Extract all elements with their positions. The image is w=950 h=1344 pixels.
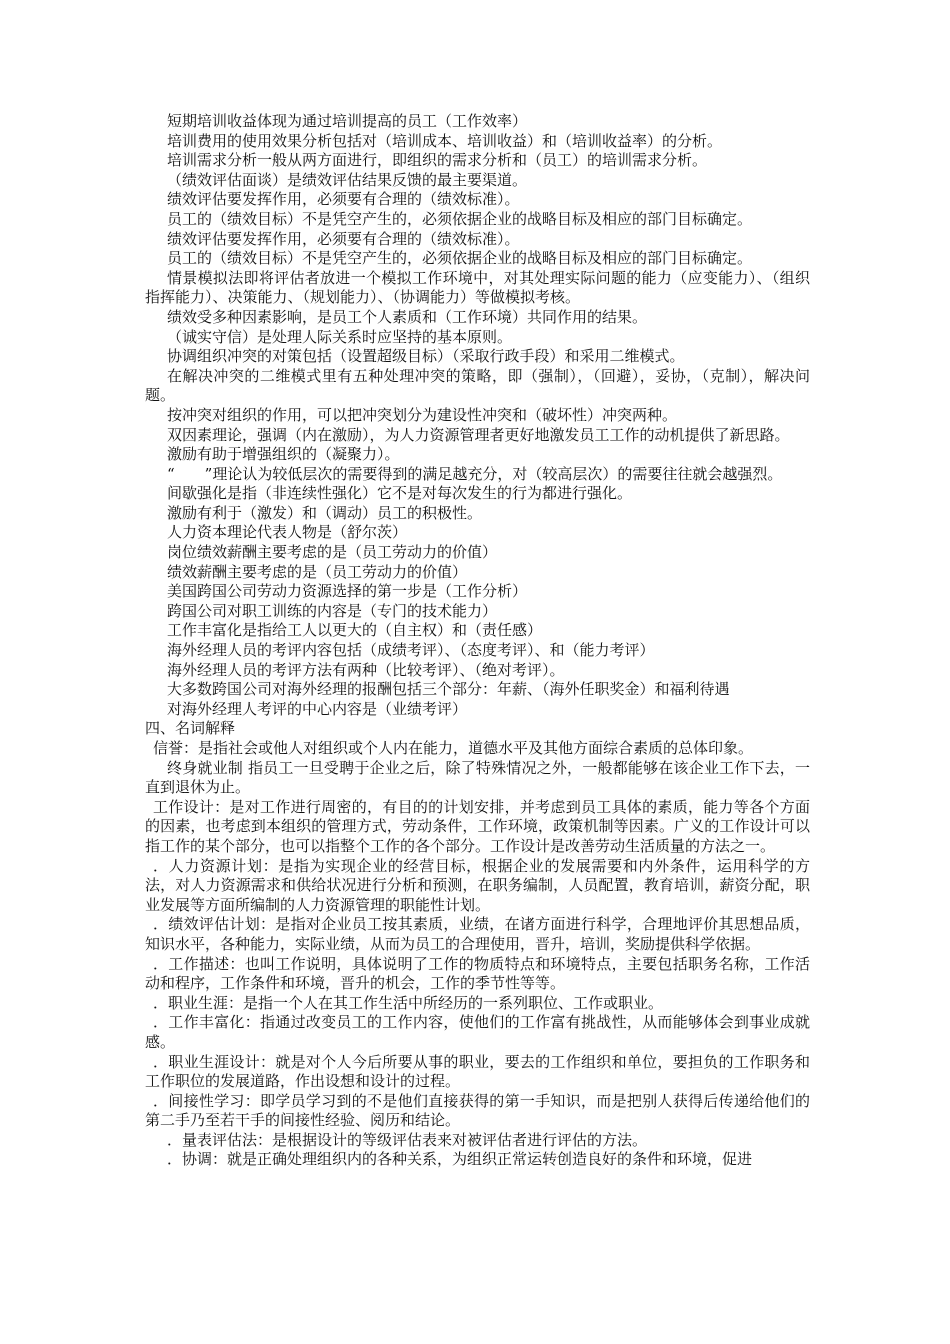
paragraph: 短期培训收益体现为通过培训提高的员工（工作效率） bbox=[167, 112, 528, 130]
paragraph: 在解决冲突的二维模式里有五种处理冲突的策略，即（强制），（回避），妥协，（克制），解决问题。 bbox=[145, 366, 810, 405]
paragraph: （绩效评估面谈）是绩效评估结果反馈的最主要渠道。 bbox=[167, 170, 528, 189]
paragraph: 培训需求分析一般从两方面进行，即组织的需求分析和（员工）的培训需求分析。 bbox=[167, 151, 708, 170]
paragraph: （诚实守信）是处理人际关系时应坚持的基本原则。 bbox=[167, 327, 513, 346]
paragraph: 间歇强化是指（非连续性强化）它不是对每次发生的行为都进行强化。 bbox=[167, 484, 633, 503]
paragraph: 员工的（绩效目标）不是凭空产生的，必须依据企业的战略目标及相应的部门目标确定。 bbox=[167, 209, 753, 228]
paragraph: 双因素理论，强调（内在激励），为人力资源管理者更好地激发员工工作的动机提供了新思路。 bbox=[167, 425, 790, 444]
paragraph: 培训费用的使用效果分析包括对（培训成本、培训收益）和（培训收益率）的分析。 bbox=[167, 131, 723, 150]
paragraph: 按冲突对组织的作用，可以把冲突划分为建设性冲突和（破坏性）冲突两种。 bbox=[167, 405, 678, 424]
paragraph: ．工作描述：也叫工作说明，具体说明了工作的物质特点和环境特点，主要包括职务名称，工作活动和程序，工作条件和环境，晋升的机会，工作的季节性等等。 bbox=[145, 954, 810, 993]
paragraph: 大多数跨国公司对海外经理的报酬包括三个部分：年薪、（海外任职奖金）和福利待遇 bbox=[167, 680, 730, 699]
paragraph: ．工作丰富化：指通过改变员工的工作内容，使他们的工作富有挑战性，从而能够体会到事业成就感。 bbox=[145, 1013, 810, 1051]
paragraph: 美国跨国公司劳动力资源选择的第一步是（工作分析） bbox=[167, 582, 528, 601]
paragraph: 工作丰富化是指给工人以更大的（自主权）和（责任感） bbox=[167, 621, 543, 640]
paragraph: 绩效评估要发挥作用，必须要有合理的（绩效标准）。 bbox=[167, 190, 520, 209]
paragraph: 绩效薪酬主要考虑的是（员工劳动力的价值） bbox=[167, 562, 468, 581]
paragraph: ．职业生涯：是指一个人在其工作生活中所经历的一系列职位、工作或职业。 bbox=[153, 993, 664, 1012]
paragraph: 激励有助于增强组织的（凝聚力）。 bbox=[167, 445, 400, 464]
document-body bbox=[145, 112, 810, 1170]
paragraph: “ ”理论认为较低层次的需要得到的满足越充分，对（较高层次）的需要往往就会越强烈。 bbox=[167, 464, 783, 483]
paragraph: 绩效受多种因素影响，是员工个人素质和（工作环境）共同作用的结果。 bbox=[167, 307, 648, 326]
paragraph: ．量表评估法：是根据设计的等级评估表来对被评估者进行评估的方法。 bbox=[167, 1130, 648, 1149]
paragraph: 信誉：是指社会或他人对组织或个人内在能力，道德水平及其他方面综合素质的总体印象。 bbox=[153, 739, 754, 757]
paragraph: ．绩效评估计划：是指对企业员工按其素质，业绩，在诸方面进行科学，合理地评价其思想品质，知识水平，各种能力，实际业绩，从而为员工的合理使用，晋升，培训，奖励提供科学依据。 bbox=[145, 915, 810, 953]
paragraph: 对海外经理人考评的中心内容是（业绩考评） bbox=[167, 699, 468, 718]
paragraph: 激励有利于（激发）和（调动）员工的积极性。 bbox=[167, 503, 483, 522]
paragraph: 海外经理人员的考评方法有两种（比较考评）、（绝对考评）。 bbox=[167, 660, 565, 679]
paragraph: 跨国公司对职工训练的内容是（专门的技术能力） bbox=[167, 601, 498, 620]
paragraph: 四、名词解释 bbox=[145, 719, 236, 738]
paragraph: 情景模拟法即将评估者放进一个模拟工作环境中，对其处理实际问题的能力（应变能力）、（组织指挥能力）、决策能力、（规划能力）、（协调能力）等做模拟考核。 bbox=[145, 268, 810, 307]
paragraph: 人力资本理论代表人物是（舒尔茨） bbox=[167, 523, 408, 542]
paragraph: 工作设计：是对工作进行周密的，有目的的计划安排，并考虑到员工具体的素质，能力等各个方面的因素，也考虑到本组织的管理方式，劳动条件，工作环境，政策机制等因素。广义的工作设计可以指工作的某个部分，也可以指整个工作的各个部分。工作设计是改善劳动生活质量的方法之一。 bbox=[145, 797, 810, 855]
paragraph: 终身就业制 指员工一旦受聘于企业之后，除了特殊情况之外，一般都能够在该企业工作下去，一直到退休为止。 bbox=[145, 758, 810, 797]
paragraph: ．职业生涯设计：就是对个人今后所要从事的职业，要去的工作组织和单位，要担负的工作职务和工作职位的发展道路，作出设想和设计的过程。 bbox=[145, 1052, 810, 1091]
paragraph: 岗位绩效薪酬主要考虑的是（员工劳动力的价值） bbox=[167, 543, 498, 562]
paragraph: 协调组织冲突的对策包括（设置超级目标）（采取行政手段）和采用二维模式。 bbox=[167, 347, 685, 366]
paragraph: ．间接性学习：即学员学习到的不是他们直接获得的第一手知识，而是把别人获得后传递给他们的第二手乃至若干手的间接性经验、阅历和结论。 bbox=[145, 1091, 810, 1130]
paragraph: ．人力资源计划：是指为实现企业的经营目标，根据企业的发展需要和内外条件，运用科学的方法，对人力资源需求和供给状况进行分析和预测，在职务编制，人员配置，教育培训，薪资分配，职业发展等方面所编制的人力资源管理的职能性计划。 bbox=[145, 856, 810, 914]
paragraph: 员工的（绩效目标）不是凭空产生的，必须依据企业的战略目标及相应的部门目标确定。 bbox=[167, 249, 753, 268]
paragraph: 绩效评估要发挥作用，必须要有合理的（绩效标准）。 bbox=[167, 229, 520, 248]
paragraph: ．协调：就是正确处理组织内的各种关系，为组织正常运转创造良好的条件和环境，促进 bbox=[167, 1150, 753, 1169]
paragraph: 海外经理人员的考评内容包括（成绩考评）、（态度考评）、和（能力考评） bbox=[167, 641, 655, 660]
